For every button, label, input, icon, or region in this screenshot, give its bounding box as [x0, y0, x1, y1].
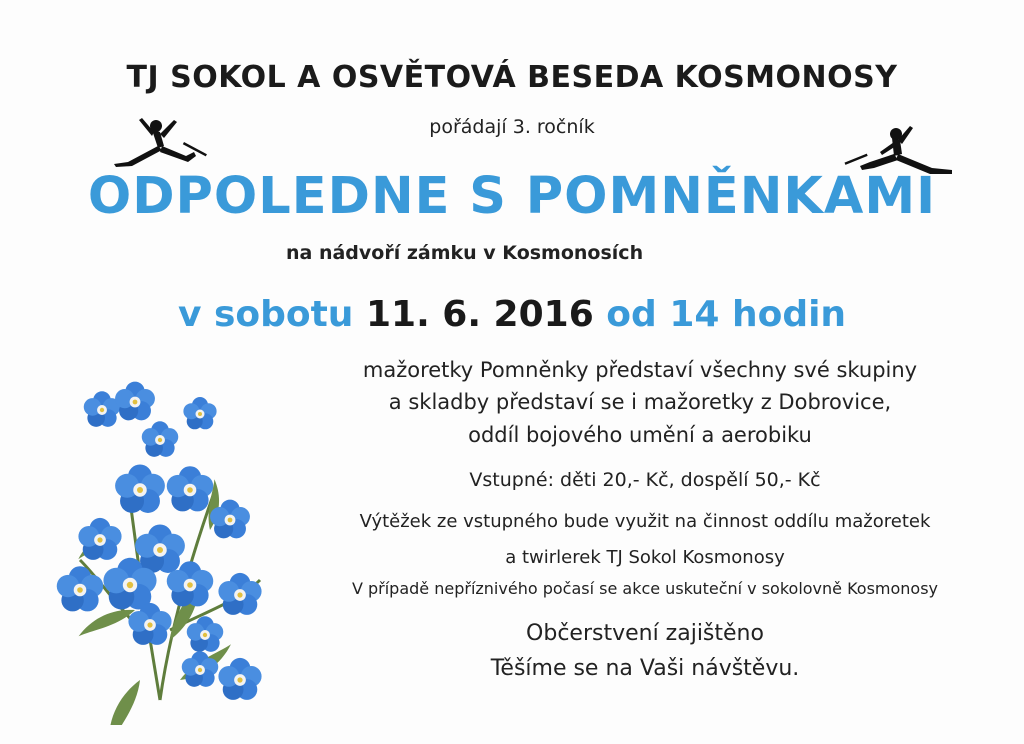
- weather-note: V případě nepříznivého počasí se akce uskuteční v sokolovně Kosmonosy: [351, 579, 939, 598]
- organizer-heading: TJ SOKOL A OSVĚTOVÁ BESEDA KOSMONOSY: [126, 60, 898, 95]
- event-title: ODPOLEDNE S POMNĚNKAMI: [87, 167, 937, 226]
- event-date: 11. 6. 2016: [365, 294, 594, 335]
- event-time: od 14 hodin: [606, 294, 847, 335]
- venue-line: na nádvoří zámku v Kosmonosích: [286, 242, 644, 264]
- admission-text: Vstupné: děti 20,- Kč, dospělí 50,- Kč: [469, 469, 821, 491]
- program-line-1: mažoretky Pomněnky představí všechny své skupiny: [362, 358, 918, 382]
- refreshments-text: Občerstvení zajištěno: [526, 621, 764, 646]
- program-line-3: oddíl bojového umění a aerobiku: [468, 423, 812, 447]
- date-prefix: v sobotu: [177, 294, 354, 335]
- proceeds-line-2: a twirlerek TJ Sokol Kosmonosy: [505, 547, 785, 568]
- welcome-text: Těšíme se na Vaši návštěvu.: [490, 656, 800, 681]
- proceeds-line-1: Výtěžek ze vstupného bude využit na činnost oddílu mažoretek: [359, 511, 931, 532]
- program-line-2: a skladby představí se i mažoretky z Dobrovice,: [388, 390, 892, 414]
- date-line: [0, 294, 1024, 335]
- edition-subtitle: pořádají 3. ročník: [429, 116, 595, 138]
